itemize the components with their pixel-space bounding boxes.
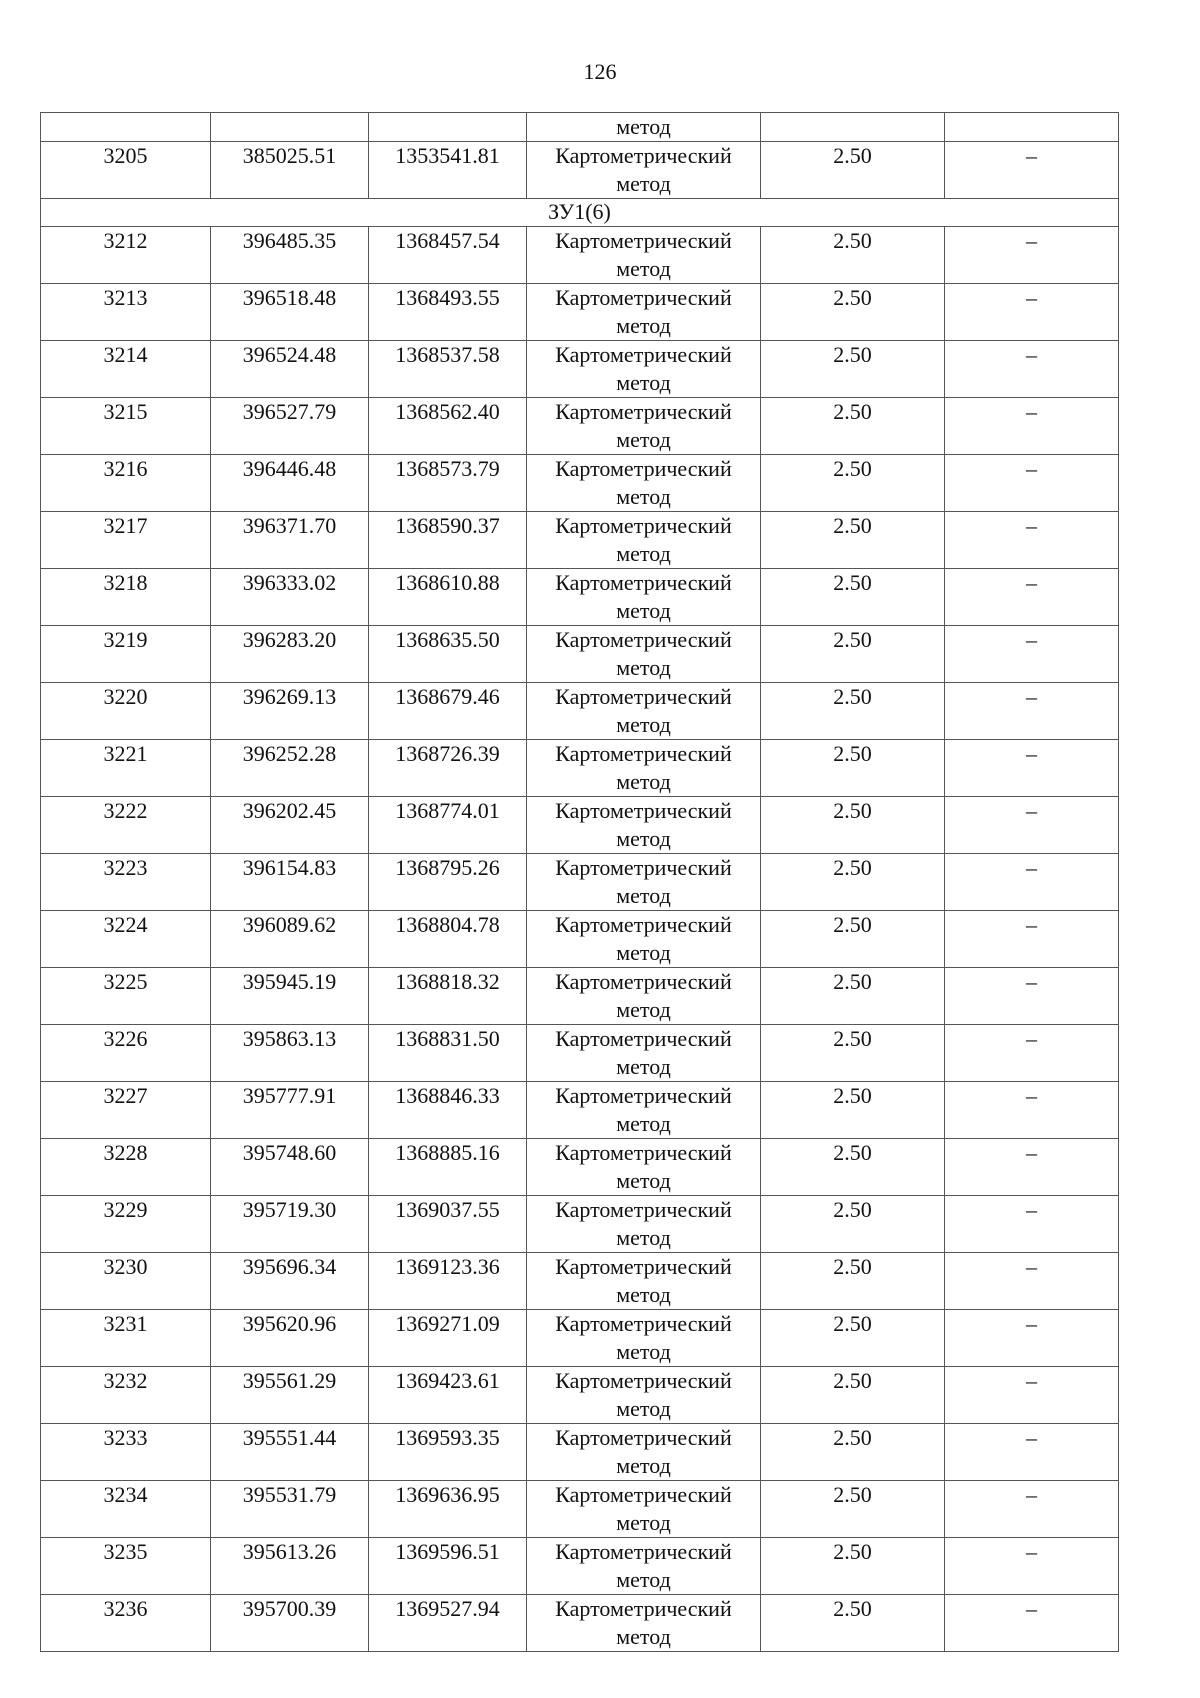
method-line-2: метод bbox=[616, 1510, 671, 1535]
method-line-1: Картометрический bbox=[555, 570, 732, 595]
method-cell bbox=[527, 1367, 761, 1424]
method-line-1: Картометрический bbox=[555, 855, 732, 880]
y-cell: 1368562.40 bbox=[369, 398, 527, 455]
description-cell: – bbox=[945, 740, 1119, 797]
method-line-2: метод bbox=[616, 1339, 671, 1364]
method-line-2: метод bbox=[616, 1567, 671, 1592]
method-cell: метод bbox=[527, 113, 761, 142]
description-cell: – bbox=[945, 227, 1119, 284]
method-line-2: метод bbox=[616, 883, 671, 908]
table-row bbox=[41, 683, 1119, 740]
y-cell bbox=[369, 113, 527, 142]
x-cell: 396485.35 bbox=[211, 227, 369, 284]
description-cell bbox=[945, 113, 1119, 142]
method-line-1: Картометрический bbox=[555, 285, 732, 310]
table-body bbox=[41, 113, 1119, 1652]
method-line-1: Картометрический bbox=[555, 1197, 732, 1222]
coordinates-table bbox=[40, 112, 1119, 1652]
method-line-2: метод bbox=[616, 313, 671, 338]
y-cell: 1368726.39 bbox=[369, 740, 527, 797]
y-cell: 1369123.36 bbox=[369, 1253, 527, 1310]
y-cell: 1368610.88 bbox=[369, 569, 527, 626]
method-line-1: Картометрический bbox=[555, 143, 732, 168]
point-cell: 3213 bbox=[41, 284, 211, 341]
point-cell: 3233 bbox=[41, 1424, 211, 1481]
continuation-row bbox=[41, 113, 1119, 142]
point-cell: 3232 bbox=[41, 1367, 211, 1424]
method-line-2: метод bbox=[616, 997, 671, 1022]
description-cell: – bbox=[945, 1310, 1119, 1367]
method-line-2: метод bbox=[616, 940, 671, 965]
y-cell: 1369271.09 bbox=[369, 1310, 527, 1367]
method-cell bbox=[527, 341, 761, 398]
method-line-2: метод bbox=[616, 1396, 671, 1421]
description-cell: – bbox=[945, 569, 1119, 626]
y-cell: 1369596.51 bbox=[369, 1538, 527, 1595]
method-cell bbox=[527, 797, 761, 854]
method-line-2: метод bbox=[616, 1225, 671, 1250]
method-cell bbox=[527, 854, 761, 911]
y-cell: 1368573.79 bbox=[369, 455, 527, 512]
method-line-1: Картометрический bbox=[555, 1596, 732, 1621]
method-cell bbox=[527, 1538, 761, 1595]
description-cell: – bbox=[945, 683, 1119, 740]
point-cell bbox=[41, 113, 211, 142]
x-cell: 396527.79 bbox=[211, 398, 369, 455]
accuracy-cell: 2.50 bbox=[761, 1253, 945, 1310]
method-line-1: Картометрический bbox=[555, 399, 732, 424]
y-cell: 1368804.78 bbox=[369, 911, 527, 968]
method-line-2: метод bbox=[616, 541, 671, 566]
method-line-2: метод bbox=[616, 826, 671, 851]
table-row bbox=[41, 1538, 1119, 1595]
table-row bbox=[41, 512, 1119, 569]
accuracy-cell: 2.50 bbox=[761, 1310, 945, 1367]
description-cell: – bbox=[945, 142, 1119, 199]
y-cell: 1368885.16 bbox=[369, 1139, 527, 1196]
x-cell: 395719.30 bbox=[211, 1196, 369, 1253]
method-line-2: метод bbox=[616, 427, 671, 452]
method-cell bbox=[527, 1139, 761, 1196]
point-cell: 3205 bbox=[41, 142, 211, 199]
x-cell: 395863.13 bbox=[211, 1025, 369, 1082]
description-cell: – bbox=[945, 1595, 1119, 1652]
accuracy-cell: 2.50 bbox=[761, 341, 945, 398]
method-line-2: метод bbox=[616, 1168, 671, 1193]
method-line-2: метод bbox=[616, 370, 671, 395]
method-line-2: метод bbox=[616, 712, 671, 737]
method-line-1: Картометрический bbox=[555, 1368, 732, 1393]
table-row bbox=[41, 455, 1119, 512]
description-cell: – bbox=[945, 854, 1119, 911]
point-cell: 3231 bbox=[41, 1310, 211, 1367]
x-cell bbox=[211, 113, 369, 142]
x-cell: 395620.96 bbox=[211, 1310, 369, 1367]
method-line-1: Картометрический bbox=[555, 912, 732, 937]
description-cell: – bbox=[945, 1139, 1119, 1196]
accuracy-cell: 2.50 bbox=[761, 1196, 945, 1253]
description-cell: – bbox=[945, 1196, 1119, 1253]
table-row bbox=[41, 284, 1119, 341]
table-row bbox=[41, 1139, 1119, 1196]
method-cell bbox=[527, 968, 761, 1025]
point-cell: 3227 bbox=[41, 1082, 211, 1139]
description-cell: – bbox=[945, 1367, 1119, 1424]
x-cell: 395551.44 bbox=[211, 1424, 369, 1481]
table-row bbox=[41, 854, 1119, 911]
accuracy-cell: 2.50 bbox=[761, 854, 945, 911]
y-cell: 1368457.54 bbox=[369, 227, 527, 284]
method-cell bbox=[527, 1310, 761, 1367]
table-row bbox=[41, 1310, 1119, 1367]
y-cell: 1368537.58 bbox=[369, 341, 527, 398]
method-cell bbox=[527, 683, 761, 740]
accuracy-cell: 2.50 bbox=[761, 1139, 945, 1196]
method-line-1: Картометрический bbox=[555, 1311, 732, 1336]
table-row bbox=[41, 1025, 1119, 1082]
accuracy-cell: 2.50 bbox=[761, 142, 945, 199]
accuracy-cell: 2.50 bbox=[761, 512, 945, 569]
method-cell bbox=[527, 1595, 761, 1652]
accuracy-cell: 2.50 bbox=[761, 1082, 945, 1139]
description-cell: – bbox=[945, 284, 1119, 341]
y-cell: 1368774.01 bbox=[369, 797, 527, 854]
x-cell: 395748.60 bbox=[211, 1139, 369, 1196]
method-line-1: Картометрический bbox=[555, 1482, 732, 1507]
point-cell: 3214 bbox=[41, 341, 211, 398]
description-cell: – bbox=[945, 341, 1119, 398]
x-cell: 396202.45 bbox=[211, 797, 369, 854]
method-line-1: Картометрический bbox=[555, 1425, 732, 1450]
point-cell: 3223 bbox=[41, 854, 211, 911]
x-cell: 396269.13 bbox=[211, 683, 369, 740]
point-cell: 3235 bbox=[41, 1538, 211, 1595]
point-cell: 3226 bbox=[41, 1025, 211, 1082]
x-cell: 396252.28 bbox=[211, 740, 369, 797]
x-cell: 396283.20 bbox=[211, 626, 369, 683]
method-line-2: метод bbox=[616, 1111, 671, 1136]
y-cell: 1353541.81 bbox=[369, 142, 527, 199]
method-line-1: Картометрический bbox=[555, 342, 732, 367]
accuracy-cell: 2.50 bbox=[761, 284, 945, 341]
table-row bbox=[41, 1082, 1119, 1139]
table-row bbox=[41, 1481, 1119, 1538]
point-cell: 3217 bbox=[41, 512, 211, 569]
description-cell: – bbox=[945, 1424, 1119, 1481]
point-cell: 3215 bbox=[41, 398, 211, 455]
x-cell: 396154.83 bbox=[211, 854, 369, 911]
accuracy-cell: 2.50 bbox=[761, 683, 945, 740]
y-cell: 1368679.46 bbox=[369, 683, 527, 740]
point-cell: 3236 bbox=[41, 1595, 211, 1652]
table-row bbox=[41, 740, 1119, 797]
x-cell: 396524.48 bbox=[211, 341, 369, 398]
y-cell: 1368493.55 bbox=[369, 284, 527, 341]
method-cell bbox=[527, 284, 761, 341]
method-line-2: метод bbox=[616, 1054, 671, 1079]
method-line-1: Картометрический bbox=[555, 1026, 732, 1051]
x-cell: 385025.51 bbox=[211, 142, 369, 199]
method-cell bbox=[527, 1196, 761, 1253]
x-cell: 396371.70 bbox=[211, 512, 369, 569]
description-cell: – bbox=[945, 1025, 1119, 1082]
method-cell bbox=[527, 142, 761, 199]
description-cell: – bbox=[945, 512, 1119, 569]
method-line-2: метод bbox=[616, 655, 671, 680]
description-cell: – bbox=[945, 968, 1119, 1025]
y-cell: 1368846.33 bbox=[369, 1082, 527, 1139]
method-line-2: метод bbox=[616, 769, 671, 794]
method-line-1: Картометрический bbox=[555, 456, 732, 481]
table-row bbox=[41, 1424, 1119, 1481]
x-cell: 395613.26 bbox=[211, 1538, 369, 1595]
y-cell: 1368590.37 bbox=[369, 512, 527, 569]
accuracy-cell: 2.50 bbox=[761, 1481, 945, 1538]
table-row bbox=[41, 227, 1119, 284]
table-row bbox=[41, 398, 1119, 455]
accuracy-cell: 2.50 bbox=[761, 1538, 945, 1595]
section-title: ЗУ1(6) bbox=[41, 199, 1119, 227]
method-cell bbox=[527, 227, 761, 284]
y-cell: 1368831.50 bbox=[369, 1025, 527, 1082]
table-row bbox=[41, 968, 1119, 1025]
accuracy-cell: 2.50 bbox=[761, 740, 945, 797]
accuracy-cell bbox=[761, 113, 945, 142]
point-cell: 3234 bbox=[41, 1481, 211, 1538]
method-cell bbox=[527, 740, 761, 797]
description-cell: – bbox=[945, 626, 1119, 683]
x-cell: 395777.91 bbox=[211, 1082, 369, 1139]
method-line-1: Картометрический bbox=[555, 1539, 732, 1564]
table-row bbox=[41, 911, 1119, 968]
x-cell: 395696.34 bbox=[211, 1253, 369, 1310]
method-cell bbox=[527, 1025, 761, 1082]
point-cell: 3230 bbox=[41, 1253, 211, 1310]
x-cell: 395561.29 bbox=[211, 1367, 369, 1424]
y-cell: 1368818.32 bbox=[369, 968, 527, 1025]
point-cell: 3229 bbox=[41, 1196, 211, 1253]
section-header-row bbox=[41, 199, 1119, 227]
method-cell bbox=[527, 911, 761, 968]
method-line-1: Картометрический bbox=[555, 798, 732, 823]
description-cell: – bbox=[945, 1481, 1119, 1538]
y-cell: 1369037.55 bbox=[369, 1196, 527, 1253]
description-cell: – bbox=[945, 1538, 1119, 1595]
point-cell: 3222 bbox=[41, 797, 211, 854]
description-cell: – bbox=[945, 797, 1119, 854]
table-row bbox=[41, 341, 1119, 398]
method-cell bbox=[527, 512, 761, 569]
accuracy-cell: 2.50 bbox=[761, 968, 945, 1025]
point-cell: 3218 bbox=[41, 569, 211, 626]
accuracy-cell: 2.50 bbox=[761, 227, 945, 284]
method-line-2: метод bbox=[616, 1282, 671, 1307]
description-cell: – bbox=[945, 455, 1119, 512]
page-number: 126 bbox=[583, 59, 617, 84]
method-line-1: Картометрический bbox=[555, 1083, 732, 1108]
x-cell: 396518.48 bbox=[211, 284, 369, 341]
accuracy-cell: 2.50 bbox=[761, 626, 945, 683]
x-cell: 395945.19 bbox=[211, 968, 369, 1025]
accuracy-cell: 2.50 bbox=[761, 1424, 945, 1481]
point-cell: 3220 bbox=[41, 683, 211, 740]
table-row bbox=[41, 626, 1119, 683]
y-cell: 1368635.50 bbox=[369, 626, 527, 683]
x-cell: 396333.02 bbox=[211, 569, 369, 626]
accuracy-cell: 2.50 bbox=[761, 1025, 945, 1082]
method-line-2: метод bbox=[616, 256, 671, 281]
x-cell: 395700.39 bbox=[211, 1595, 369, 1652]
accuracy-cell: 2.50 bbox=[761, 1367, 945, 1424]
point-cell: 3225 bbox=[41, 968, 211, 1025]
y-cell: 1369423.61 bbox=[369, 1367, 527, 1424]
method-cell bbox=[527, 1082, 761, 1139]
accuracy-cell: 2.50 bbox=[761, 569, 945, 626]
table-row bbox=[41, 1595, 1119, 1652]
table-row bbox=[41, 1196, 1119, 1253]
y-cell: 1368795.26 bbox=[369, 854, 527, 911]
method-line-1: Картометрический bbox=[555, 969, 732, 994]
method-line-1: Картометрический bbox=[555, 741, 732, 766]
method-line-1: Картометрический bbox=[555, 1140, 732, 1165]
method-line-1: Картометрический bbox=[555, 627, 732, 652]
table-row bbox=[41, 1367, 1119, 1424]
method-line-1: Картометрический bbox=[555, 684, 732, 709]
method-cell bbox=[527, 569, 761, 626]
x-cell: 396089.62 bbox=[211, 911, 369, 968]
y-cell: 1369593.35 bbox=[369, 1424, 527, 1481]
description-cell: – bbox=[945, 911, 1119, 968]
method-cell bbox=[527, 1253, 761, 1310]
y-cell: 1369636.95 bbox=[369, 1481, 527, 1538]
method-line-2: метод bbox=[616, 598, 671, 623]
method-cell bbox=[527, 1424, 761, 1481]
point-cell: 3221 bbox=[41, 740, 211, 797]
method-line-2: метод bbox=[616, 1453, 671, 1478]
table-row bbox=[41, 569, 1119, 626]
method-cell bbox=[527, 626, 761, 683]
method-line-1: Картометрический bbox=[555, 1254, 732, 1279]
description-cell: – bbox=[945, 1253, 1119, 1310]
method-cell bbox=[527, 455, 761, 512]
accuracy-cell: 2.50 bbox=[761, 911, 945, 968]
accuracy-cell: 2.50 bbox=[761, 398, 945, 455]
method-line-2: метод bbox=[616, 484, 671, 509]
method-line-1: Картометрический bbox=[555, 228, 732, 253]
table-row bbox=[41, 142, 1119, 199]
accuracy-cell: 2.50 bbox=[761, 1595, 945, 1652]
point-cell: 3228 bbox=[41, 1139, 211, 1196]
description-cell: – bbox=[945, 398, 1119, 455]
point-cell: 3216 bbox=[41, 455, 211, 512]
y-cell: 1369527.94 bbox=[369, 1595, 527, 1652]
point-cell: 3212 bbox=[41, 227, 211, 284]
point-cell: 3219 bbox=[41, 626, 211, 683]
method-line-2: метод bbox=[616, 171, 671, 196]
table-row bbox=[41, 797, 1119, 854]
method-cell bbox=[527, 1481, 761, 1538]
point-cell: 3224 bbox=[41, 911, 211, 968]
x-cell: 395531.79 bbox=[211, 1481, 369, 1538]
description-cell: – bbox=[945, 1082, 1119, 1139]
accuracy-cell: 2.50 bbox=[761, 797, 945, 854]
accuracy-cell: 2.50 bbox=[761, 455, 945, 512]
x-cell: 396446.48 bbox=[211, 455, 369, 512]
method-line-2: метод bbox=[616, 1624, 671, 1649]
table-row bbox=[41, 1253, 1119, 1310]
method-cell bbox=[527, 398, 761, 455]
method-line-1: Картометрический bbox=[555, 513, 732, 538]
